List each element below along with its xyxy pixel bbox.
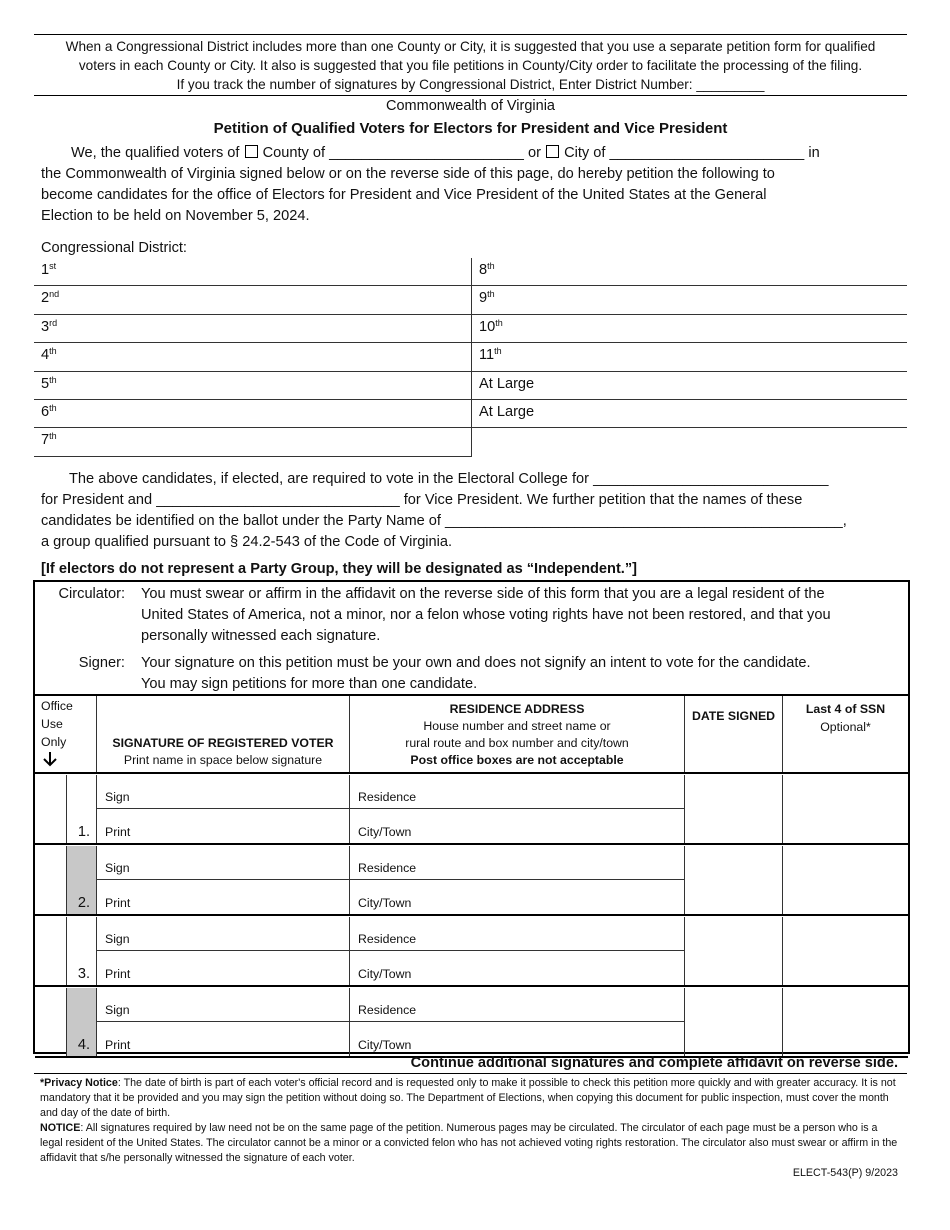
district-suffix: rd	[49, 317, 58, 328]
district-label	[41, 375, 57, 392]
district-label	[41, 318, 57, 335]
district-cell[interactable]	[34, 343, 471, 371]
signer-text: You may sign petitions for more than one candidate.	[141, 676, 478, 692]
sign-label: Sign	[105, 1003, 130, 1017]
residence-cell	[350, 846, 685, 914]
sign-field[interactable]	[97, 846, 349, 880]
office-use-cell	[35, 775, 67, 843]
district-cell[interactable]	[34, 428, 471, 456]
district-cell[interactable]	[34, 372, 471, 400]
district-label	[41, 346, 57, 363]
district-cell[interactable]	[34, 286, 471, 314]
residence-field[interactable]	[350, 917, 684, 951]
city-town-label: City/Town	[358, 896, 412, 910]
signature-header-sub: Print name in space below signature	[123, 753, 323, 767]
district-label	[479, 261, 495, 278]
office-use-cell	[35, 846, 67, 914]
residence-field[interactable]	[350, 775, 684, 809]
row-number-cell	[67, 988, 97, 1056]
top-notice-line: When a Congressional District includes more than one County or City, it is suggested that you use a separate petition form for qualified	[65, 39, 876, 54]
residence-header-text: House number and street name or	[423, 719, 611, 733]
signer-text: Your signature on this petition must be your own and does not signify an intent to vote for the candidate.	[141, 655, 811, 671]
print-field[interactable]	[97, 880, 349, 914]
district-number: 8	[479, 262, 488, 278]
office-use-header	[35, 696, 97, 772]
form-id: ELECT-543(P) 9/2023	[792, 1167, 898, 1179]
signer-label: Signer:	[78, 655, 125, 671]
district-number: At Large	[479, 403, 535, 420]
commonwealth-label: Commonwealth of Virginia	[386, 98, 555, 114]
district-column-right	[472, 258, 907, 428]
table-row	[35, 846, 908, 916]
circulator-text: personally witnessed each signature.	[141, 628, 381, 644]
print-label: Print	[105, 1038, 131, 1052]
intro-text: We, the qualified voters of	[71, 145, 240, 161]
congressional-district-label: Congressional District:	[41, 240, 187, 256]
table-row	[35, 775, 908, 845]
page-title: Petition of Qualified Voters for Electors for President and Vice President	[213, 120, 728, 137]
continue-note: Continue additional signatures and complete affidavit on reverse side.	[410, 1055, 898, 1071]
district-number: 5	[41, 375, 50, 392]
office-use-text: Office	[41, 699, 73, 713]
arrow-down-icon	[42, 751, 58, 767]
city-town-field[interactable]	[350, 880, 684, 914]
residence-cell	[350, 988, 685, 1056]
print-label: Print	[105, 896, 131, 910]
row-number: 4.	[77, 1037, 90, 1053]
table-header	[35, 696, 908, 774]
print-field[interactable]	[97, 809, 349, 843]
table-row	[35, 917, 908, 987]
notice-text: : All signatures required by law need not be on the same page of the petition. Numerous pages may be circulated. The circulator of each page must be a person who is a legal resident of the United States. The circulator cannot be a minor or a convicted felon who has not achieved voting rights restoration. The circulator also must swear or affirm in the affidavit that s/he personally witnessed the signature of each voter.	[40, 1122, 898, 1164]
signature-cell	[97, 846, 350, 914]
district-cell[interactable]	[34, 400, 471, 428]
district-cell[interactable]	[472, 258, 907, 286]
general-notice	[40, 1121, 901, 1166]
signature-header	[97, 696, 350, 772]
date-signed-header	[685, 696, 783, 772]
district-number: 1	[41, 262, 50, 278]
row-number: 2.	[77, 895, 90, 911]
date-signed-field[interactable]	[685, 988, 783, 1056]
residence-label: Residence	[358, 790, 417, 804]
residence-header-text: rural route and box number and city/town	[405, 736, 629, 750]
sign-label: Sign	[105, 932, 130, 946]
district-label	[479, 403, 534, 420]
electors-paragraph	[41, 469, 901, 553]
intro-paragraph	[41, 143, 901, 227]
office-use-cell	[35, 917, 67, 985]
city-town-label: City/Town	[358, 825, 412, 839]
sign-field[interactable]	[97, 775, 349, 809]
district-suffix: th	[49, 374, 57, 385]
district-cell[interactable]	[34, 258, 471, 286]
circulator-text: You must swear or affirm in the affidavit on the reverse side of this form that you are a legal resident of the	[141, 586, 825, 602]
district-cell[interactable]	[472, 315, 907, 343]
office-use-text: Use	[41, 717, 63, 731]
district-label	[479, 375, 534, 392]
ssn-field[interactable]	[783, 775, 908, 843]
privacy-text: : The date of birth is part of each voter's official record and is requested only to make it possible to check this petition more quickly and with greater accuracy. It is not mandatory that it be provided and you may sign the petition without doing so. The Department of Elections, when copying this document for public inspection, must cover the month and day of the date of birth.	[40, 1077, 896, 1119]
table-row	[35, 988, 908, 1058]
electors-text[interactable]: The above candidates, if elected, are required to vote in the Electoral College for _____________________________	[69, 471, 829, 487]
sign-label: Sign	[105, 790, 130, 804]
electors-text: a group qualified pursuant to § 24.2-543 of the Code of Virginia.	[41, 534, 453, 550]
signature-cell	[97, 917, 350, 985]
top-notice-line: voters in each County or City. It also is suggested that you file petitions in County/City order to facilitate the processing of the filing.	[78, 58, 863, 73]
district-label	[479, 346, 502, 363]
district-suffix: st	[49, 261, 57, 271]
district-number: At Large	[479, 375, 535, 392]
sign-field[interactable]	[97, 988, 349, 1022]
print-field[interactable]	[97, 951, 349, 985]
electors-text[interactable]: candidates be identified on the ballot under the Party Name of _________________________________________________,	[41, 513, 847, 529]
date-signed-title: DATE SIGNED	[691, 709, 776, 723]
district-number: 11	[479, 347, 495, 364]
residence-header-text: Post office boxes are not acceptable	[410, 753, 624, 767]
residence-label: Residence	[358, 861, 417, 875]
date-signed-field[interactable]	[685, 775, 783, 843]
district-suffix: th	[487, 261, 495, 271]
signature-header-title: SIGNATURE OF REGISTERED VOTER	[112, 736, 334, 750]
footer-notices	[34, 1073, 907, 1166]
residence-header-title: RESIDENCE ADDRESS	[449, 702, 585, 716]
city-checkbox[interactable]	[546, 145, 559, 158]
ssn-header-sub: Optional*	[820, 720, 871, 734]
intro-text: Election to be held on November 5, 2024.	[41, 208, 310, 224]
district-number: 2	[41, 290, 50, 307]
district-cell[interactable]	[472, 286, 907, 314]
signature-box	[33, 580, 910, 1054]
sign-field[interactable]	[97, 917, 349, 951]
residence-cell	[350, 775, 685, 843]
district-suffix: th	[494, 346, 502, 357]
signature-cell	[97, 775, 350, 843]
ssn-field[interactable]	[783, 917, 908, 985]
sign-label: Sign	[105, 861, 130, 875]
residence-label: Residence	[358, 1003, 417, 1017]
row-number-cell	[67, 917, 97, 985]
district-label	[479, 289, 495, 306]
row-number-cell	[67, 775, 97, 843]
district-label	[41, 261, 56, 278]
district-suffix: th	[495, 317, 503, 328]
city-town-field[interactable]	[350, 809, 684, 843]
city-town-label: City/Town	[358, 967, 412, 981]
residence-field[interactable]	[350, 846, 684, 880]
county-field[interactable]: County of ________________________ or	[262, 145, 541, 161]
ssn-field[interactable]	[783, 846, 908, 914]
circulator-text: United States of America, not a minor, nor a felon whose voting rights have not been restored, and that you	[141, 607, 831, 623]
district-column-left	[34, 258, 472, 457]
ssn-field[interactable]	[783, 988, 908, 1056]
signature-table	[35, 694, 908, 1058]
residence-label: Residence	[358, 932, 417, 946]
electors-text[interactable]: for President and ______________________________ for Vice President. We further petition that the names of these	[41, 492, 803, 508]
district-label	[479, 318, 503, 335]
district-number: 3	[41, 318, 50, 335]
party-note: [If electors do not represent a Party Group, they will be designated as “Independent.”]	[41, 561, 638, 577]
residence-cell	[350, 917, 685, 985]
ssn-header	[783, 696, 908, 772]
privacy-notice	[40, 1076, 901, 1121]
office-use-cell	[35, 988, 67, 1056]
circulator-label: Circulator:	[58, 586, 125, 602]
district-label	[41, 289, 59, 306]
city-town-field[interactable]	[350, 1022, 684, 1056]
top-notice	[34, 34, 907, 96]
top-notice-line: If you track the number of signatures by Congressional District, Enter District Number: _________	[176, 77, 765, 92]
district-number: 4	[41, 347, 50, 364]
intro-text: become candidates for the office of Electors for President and Vice President of the United States at the General	[41, 187, 767, 203]
row-number: 1.	[77, 824, 90, 840]
residence-header	[350, 696, 685, 772]
district-cell[interactable]	[472, 343, 907, 371]
district-suffix: th	[487, 289, 495, 300]
city-field[interactable]: City of ________________________ in	[564, 145, 820, 161]
residence-field[interactable]	[350, 988, 684, 1022]
district-label	[41, 403, 57, 420]
notice-label: NOTICE	[40, 1122, 81, 1134]
intro-text: the Commonwealth of Virginia signed below or on the reverse side of this page, do hereby petition the following to	[41, 166, 775, 182]
ssn-header-title: Last 4 of SSN	[805, 702, 886, 716]
privacy-label: *Privacy Notice	[40, 1077, 118, 1089]
district-suffix: th	[49, 431, 57, 442]
district-number: 9	[479, 290, 488, 307]
county-checkbox[interactable]	[245, 145, 258, 158]
district-cell[interactable]	[34, 315, 471, 343]
date-signed-field[interactable]	[685, 846, 783, 914]
row-number: 3.	[77, 966, 90, 982]
district-suffix: th	[49, 402, 57, 413]
print-label: Print	[105, 967, 131, 981]
office-use-text: Only	[41, 735, 67, 749]
date-signed-field[interactable]	[685, 917, 783, 985]
district-number: 10	[479, 318, 496, 335]
district-label	[41, 431, 57, 448]
row-number-cell	[67, 846, 97, 914]
print-label: Print	[105, 825, 131, 839]
district-number: 6	[41, 403, 50, 420]
city-town-field[interactable]	[350, 951, 684, 985]
print-field[interactable]	[97, 1022, 349, 1056]
district-cell[interactable]	[472, 372, 907, 400]
district-suffix: nd	[49, 289, 60, 300]
signature-cell	[97, 988, 350, 1056]
district-cell[interactable]	[472, 400, 907, 428]
signature-rows	[35, 775, 908, 1058]
city-town-label: City/Town	[358, 1038, 412, 1052]
district-suffix: th	[49, 346, 57, 357]
district-number: 7	[41, 432, 50, 449]
